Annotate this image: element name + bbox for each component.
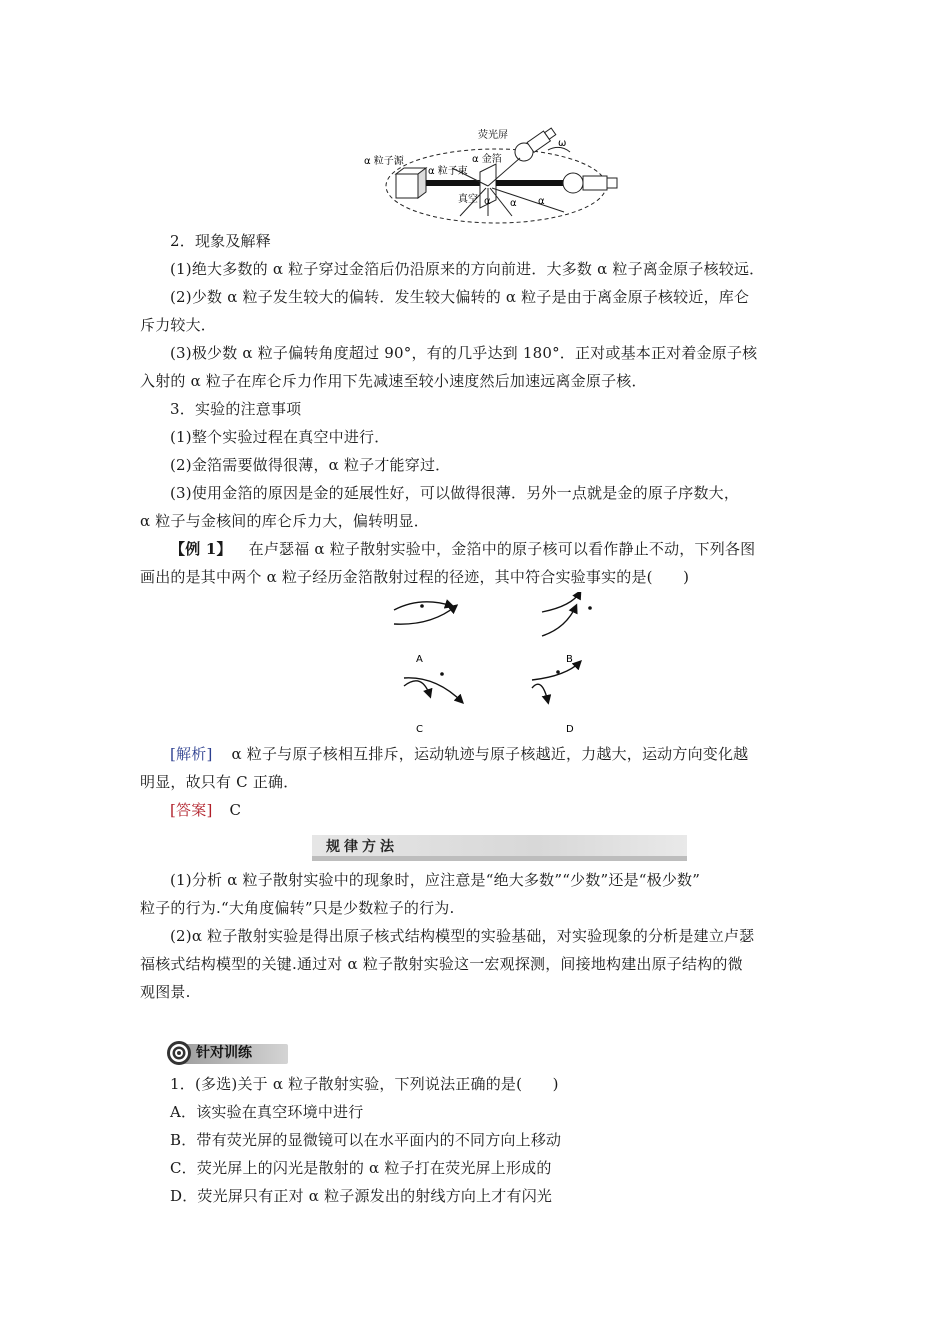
analysis-block <box>170 744 860 764</box>
paragraph: (3)使用金箔的原因是金的延展性好，可以做得很薄．另外一点就是金的原子序数大， <box>170 484 740 502</box>
vacuum-label: 真空 <box>458 194 478 205</box>
paragraph: 入射的 α 粒子在库仑斥力作用下先减速至较小速度然后加速远离金原子核． <box>140 372 647 390</box>
example-tag: 【例 1】 <box>170 540 232 558</box>
example-text: 在卢瑟福 α 粒子散射实验中，金箔中的原子核可以看作静止不动，下列各图 <box>248 540 756 558</box>
option-d-label: D <box>566 724 574 735</box>
option-c-figure <box>404 672 462 702</box>
choice-b: B．带有荧光屏的显微镜可以在水平面内的不同方向上移动 <box>170 1131 562 1149</box>
paragraph: 斥力较大． <box>140 316 217 334</box>
microscope-right <box>563 173 617 193</box>
analysis-tag: [解析] <box>170 745 213 763</box>
question-text: 1．(多选)关于 α 粒子散射实验，下列说法正确的是( ) <box>170 1075 559 1093</box>
option-c-label: C <box>416 724 423 735</box>
alpha-label-1: α <box>484 196 491 207</box>
paragraph: 粒子的行为.“大角度偏转”只是少数粒子的行为. <box>140 899 455 917</box>
paragraph: 画出的是其中两个 α 粒子经历金箔散射过程的径迹，其中符合实验事实的是( ) <box>140 568 690 586</box>
choice-c: C．荧光屏上的闪光是散射的 α 粒子打在荧光屏上形成的 <box>170 1159 552 1177</box>
beam-label: α 粒子束 <box>428 166 468 177</box>
paragraph: 福核式结构模型的关键.通过对 α 粒子散射实验这一宏观探测，间接地构建出原子结构的微 <box>140 955 743 973</box>
method-banner <box>312 835 687 861</box>
alpha-source-box <box>396 168 426 198</box>
target-icon <box>166 1040 192 1066</box>
paragraph: (2)少数 α 粒子发生较大的偏转．发生较大偏转的 α 粒子是由于离金原子核较近，库仑 <box>170 288 750 306</box>
source-label: α 粒子源 <box>364 156 404 167</box>
section-heading: 3．实验的注意事项 <box>170 400 302 418</box>
answer-block <box>170 800 860 820</box>
screen-label: 荧光屏 <box>478 130 508 141</box>
microscope-top <box>511 124 558 165</box>
choice-d: D．荧光屏只有正对 α 粒子源发出的射线方向上才有闪光 <box>170 1187 553 1205</box>
paragraph: α 粒子与金核间的库仑斥力大，偏转明显． <box>140 512 429 530</box>
paragraph: (1)整个实验过程在真空中进行． <box>170 428 390 446</box>
choice-a: A．该实验在真空环境中进行 <box>170 1103 364 1121</box>
trajectory-options-figure <box>386 592 616 738</box>
analysis-text: α 粒子与原子核相互排斥，运动轨迹与原子核越近，力越大，运动方向变化越 <box>231 745 749 763</box>
answer-tag: [答案] <box>170 801 213 819</box>
paragraph: (1)分析 α 粒子散射实验中的现象时，应注意是“绝大多数”“少数”还是“极少数” <box>170 871 701 889</box>
alpha-beam <box>426 180 480 186</box>
option-a-figure <box>394 602 456 624</box>
paragraph: (3)极少数 α 粒子偏转角度超过 90°，有的几乎达到 180°．正对或基本正对着金原子核 <box>170 344 758 362</box>
paragraph: (2)金箔需要做得很薄，α 粒子才能穿过． <box>170 456 451 474</box>
option-b-label: B <box>566 654 573 665</box>
training-banner-label: 针对训练 <box>196 1045 252 1061</box>
alpha-label-2: α <box>510 198 517 209</box>
paragraph: (1)绝大多数的 α 粒子穿过金箔后仍沿原来的方向前进．大多数 α 粒子离金原子核较远． <box>170 260 765 278</box>
scattering-apparatus-diagram <box>360 122 630 230</box>
section-heading: 2．现象及解释 <box>170 232 271 250</box>
option-b-figure <box>542 592 592 636</box>
omega-label: ω <box>558 138 567 149</box>
foil-label: α 金箔 <box>472 154 502 165</box>
paragraph: 观图景. <box>140 983 191 1001</box>
answer-value: C <box>229 801 242 819</box>
transmitted-beam <box>496 180 566 186</box>
method-banner-label: 规律方法 <box>326 839 398 855</box>
alpha-label-3: α <box>538 196 545 207</box>
paragraph: (2)α 粒子散射实验是得出原子核式结构模型的实验基础，对实验现象的分析是建立卢瑟 <box>170 927 755 945</box>
option-d-figure <box>532 662 580 702</box>
option-a-label: A <box>416 654 423 665</box>
training-banner <box>166 1040 290 1066</box>
scattered-rays <box>452 158 564 216</box>
paragraph: 明显，故只有 C 正确． <box>140 773 299 791</box>
example-block <box>170 539 860 559</box>
